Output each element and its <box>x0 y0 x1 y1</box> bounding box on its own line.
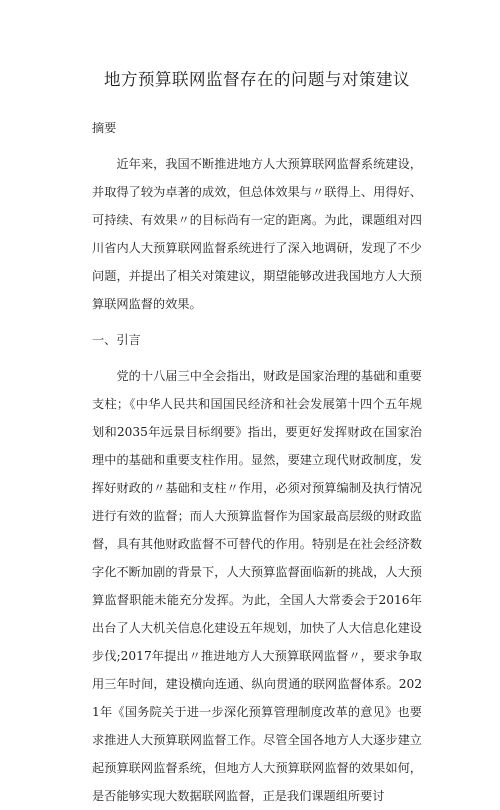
section-1-paragraph: 党的十八届三中全会指出，财政是国家治理的基础和重要支柱；《中华人民共和国国民经济和社会发展第十四个五年规划和2035年远景目标纲要》指出，要更好发挥财政在国家治理中的基础和重要支柱作用。显然，要建立现代财政制度，发挥好财政的〃基础和支柱〃作用，必须对预算编制及执行情况进行有效的监督；而人大预算监督作为国家最高层级的财政监督，具有其他财政监督不可替代的作用。特别是在社会经济数字化不断加剧的背景下，人大预算监督面临新的挑战，人大预算监督职能未能充分发挥。为此，全国人大常委会于2016年出台了人大机关信息化建设五年规划，加快了人大信息化建设步伐;2017年提出〃推进地方人大预算联网监督〃，要求争取用三年时间，建设横向连通、纵向贯通的联网监督体系。2021年《国务院关于进一步深化预算管理制度改革的意见》也要求推进人大预算联网监督工作。尽管全国各地方人大逐步建立起预算联网监督系统，但地方人大预算联网监督的效果如何，是否能够实现大数据联网监督，正是我们课题组所要讨 <box>92 369 422 803</box>
document-title: 地方预算联网监督存在的问题与对策建议 <box>104 70 410 89</box>
abstract-paragraph: 近年来，我国不断推进地方人大预算联网监督系统建设，并取得了较为卓著的成效，但总体效果与〃联得上、用得好、可持续、有效果〃的目标尚有一定的距离。为此，课题组对四川省内人大预算联网监督系统进行了深入地调研，发现了不少问题，并提出了相关对策建议，期望能够改进我国地方人大预算联网监督的效果。 <box>92 157 422 311</box>
section-1-heading: 一、引言 <box>92 333 141 347</box>
abstract-heading: 摘要 <box>92 121 117 135</box>
